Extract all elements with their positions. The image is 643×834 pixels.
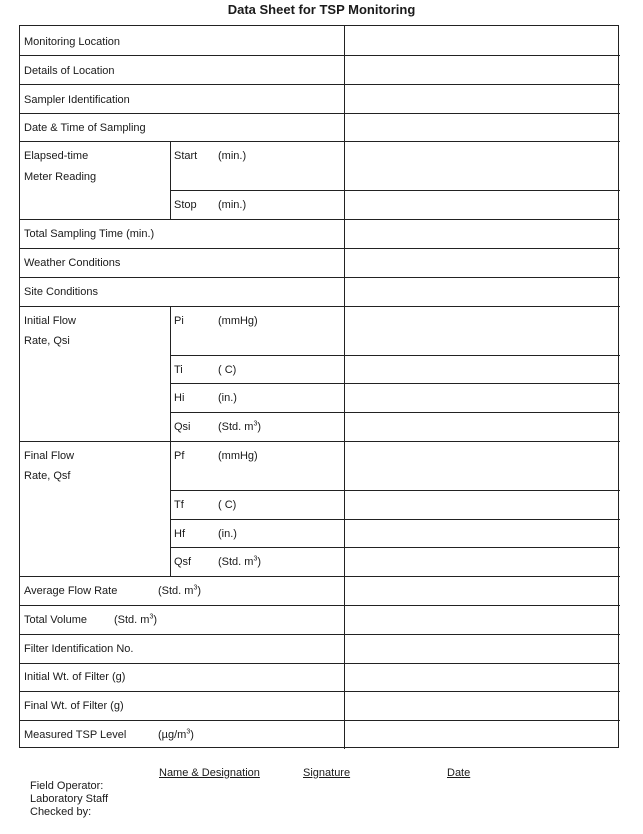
row-divider	[20, 441, 620, 442]
row-divider	[20, 306, 620, 307]
name-designation-header: Name & Designation	[159, 767, 260, 779]
stop-label: Stop	[174, 199, 197, 211]
meter-reading-label: Meter Reading	[24, 171, 97, 183]
initial-flow-rate-label: Rate, Qsi	[24, 335, 70, 347]
row-divider	[20, 277, 620, 278]
ti-unit: ( C)	[218, 364, 237, 376]
hf-unit: (in.)	[218, 528, 237, 540]
checked-by-label: Checked by:	[30, 806, 92, 818]
initial-wt-field[interactable]	[346, 665, 618, 690]
hf-label: Hf	[174, 528, 185, 540]
average-flow-rate-field[interactable]	[346, 578, 618, 604]
row-divider	[20, 219, 620, 220]
total-sampling-time-label: Total Sampling Time (min.)	[24, 228, 155, 240]
sub-column-divider	[170, 306, 171, 576]
qsi-label: Qsi	[174, 421, 191, 433]
final-flow-label: Final Flow	[24, 450, 75, 462]
total-volume-unit: (Std. $m^3$)	[114, 613, 158, 626]
hi-unit: (in.)	[218, 392, 237, 404]
row-divider	[170, 547, 620, 548]
hi-label: Hi	[174, 392, 185, 404]
row-divider	[170, 412, 620, 413]
qsi-unit: (Std. $m^3$)	[218, 420, 262, 433]
date-time-field[interactable]	[346, 114, 618, 140]
weather-conditions-field[interactable]	[346, 250, 618, 276]
sub-column-divider	[170, 141, 171, 219]
row-divider	[20, 663, 620, 664]
final-wt-field[interactable]	[346, 693, 618, 719]
row-divider	[170, 519, 620, 520]
pi-unit: (mmHg)	[218, 315, 258, 327]
date-time-label: Date & Time of Sampling	[24, 122, 146, 134]
pf-field[interactable]	[346, 443, 618, 489]
data-sheet-table	[19, 25, 619, 748]
qsf-field[interactable]	[346, 549, 618, 575]
row-divider	[170, 490, 620, 491]
row-divider	[170, 355, 620, 356]
ti-field[interactable]	[346, 357, 618, 382]
start-field[interactable]	[346, 143, 618, 189]
hf-field[interactable]	[346, 521, 618, 546]
monitoring-location-label: Monitoring Location	[24, 36, 121, 48]
measured-tsp-unit: $(\mu g/m^3)$	[158, 728, 194, 741]
final-flow-rate-label: Rate, Qsf	[24, 470, 71, 482]
filter-identification-label: Filter Identification No.	[24, 643, 134, 655]
row-divider	[20, 634, 620, 635]
row-divider	[20, 141, 620, 142]
details-of-location-field[interactable]	[346, 56, 618, 83]
start-label: Start	[174, 150, 198, 162]
total-volume-field[interactable]	[346, 607, 618, 633]
qsi-field[interactable]	[346, 414, 618, 440]
tf-unit: ( C)	[218, 499, 237, 511]
hi-field[interactable]	[346, 385, 618, 411]
filter-identification-field[interactable]	[346, 636, 618, 662]
total-volume-label: Total Volume	[24, 614, 87, 626]
value-column-divider	[344, 26, 345, 749]
date-header: Date	[447, 767, 471, 779]
row-divider	[170, 383, 620, 384]
qsf-unit: (Std. $m^3$)	[218, 555, 262, 568]
stop-field[interactable]	[346, 192, 618, 218]
signature-header: Signature	[303, 767, 351, 779]
average-flow-rate-unit: (Std. $m^3$)	[158, 584, 202, 597]
qsf-label: Qsf	[174, 556, 192, 568]
pi-label: Pi	[174, 315, 184, 327]
page-title: Data Sheet for TSP Monitoring	[227, 2, 416, 17]
pi-field[interactable]	[346, 308, 618, 354]
row-divider	[20, 691, 620, 692]
details-of-location-label: Details of Location	[24, 65, 115, 77]
average-flow-rate-label: Average Flow Rate	[24, 585, 118, 597]
pf-label: Pf	[174, 450, 185, 462]
laboratory-staff-label: Laboratory Staff	[30, 793, 109, 805]
row-divider	[20, 605, 620, 606]
tf-label: Tf	[174, 499, 184, 511]
field-operator-label: Field Operator:	[30, 780, 104, 792]
final-wt-label: Final Wt. of Filter (g)	[24, 700, 124, 712]
sampler-identification-label: Sampler Identification	[24, 94, 130, 106]
row-divider	[20, 720, 620, 721]
total-sampling-time-field[interactable]	[346, 221, 618, 247]
initial-wt-label: Initial Wt. of Filter (g)	[24, 671, 126, 683]
row-divider	[20, 248, 620, 249]
site-conditions-label: Site Conditions	[24, 286, 98, 298]
monitoring-location-field[interactable]	[346, 27, 618, 54]
measured-tsp-field[interactable]	[346, 722, 618, 747]
row-divider	[20, 576, 620, 577]
weather-conditions-label: Weather Conditions	[24, 257, 121, 269]
row-divider	[170, 190, 620, 191]
sampler-identification-field[interactable]	[346, 85, 618, 112]
tf-field[interactable]	[346, 492, 618, 518]
elapsed-time-label: Elapsed-time	[24, 150, 89, 162]
stop-unit: (min.)	[218, 199, 247, 211]
start-unit: (min.)	[218, 150, 247, 162]
ti-label: Ti	[174, 364, 183, 376]
initial-flow-label: Initial Flow	[24, 315, 76, 327]
site-conditions-field[interactable]	[346, 279, 618, 305]
measured-tsp-label: Measured TSP Level	[24, 729, 127, 741]
pf-unit: (mmHg)	[218, 450, 258, 462]
